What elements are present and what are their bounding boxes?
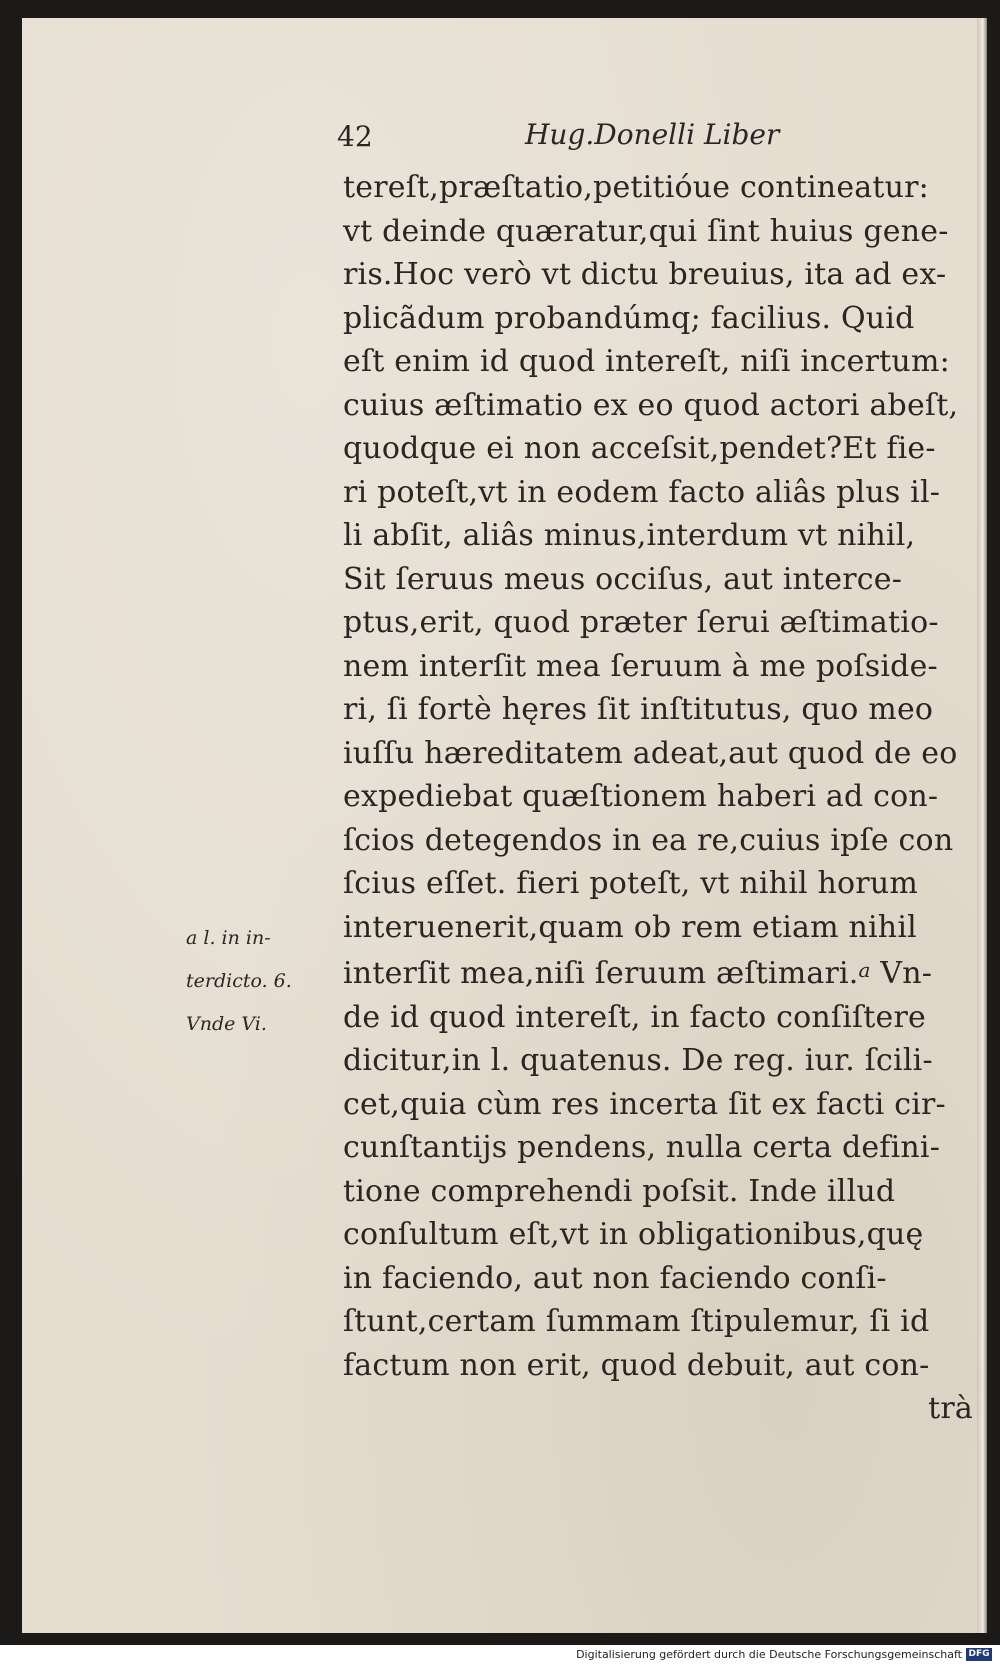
funding-credit: Digitalisierung gefördert durch die Deutsche Forschungsgemeinschaft	[576, 1648, 962, 1661]
text-line: factum non erit, quod debuit, aut con-	[343, 1347, 930, 1383]
text-line-with-note-ref	[343, 949, 983, 996]
text-line: li abſit, aliâs minus,interdum vt nihil,	[343, 518, 916, 553]
note-reference-marker: a	[858, 958, 871, 982]
dfg-logo: DFG	[966, 1648, 992, 1661]
text-line: tione comprehendi poſsit. Inde illud	[343, 1173, 896, 1209]
text-line: expediebat quæſtionem haberi ad con-	[343, 779, 939, 814]
page-header	[337, 118, 807, 158]
text-line: ri poteſt,vt in eodem facto aliâs plus il-	[343, 474, 941, 510]
running-head: Hug.Donelli Liber	[525, 118, 780, 151]
marginal-note-line: a l. in in-	[186, 927, 271, 949]
text-line: conſultum eſt,vt in obligationibus,quę	[343, 1217, 924, 1252]
text-segment: Vn-	[870, 956, 933, 991]
marginal-note	[186, 917, 346, 1046]
text-line: nem interſit mea ſeruum à me poſside-	[343, 648, 938, 684]
text-line: quodque ei non acceſsit,pendet?Et fie-	[343, 431, 936, 466]
text-line: ſtunt,certam ſummam ſtipulemur, ſi id	[343, 1304, 930, 1339]
footer-bar	[0, 1645, 1000, 1666]
text-line: tereſt,præſtatio,petitióue contineatur:	[343, 170, 929, 205]
marginal-note-line: terdicto. 6.	[186, 970, 292, 992]
text-line: ſcius eſſet. fieri poteſt, vt nihil horum	[343, 866, 919, 901]
text-segment: interſit mea,niſi ſeruum æſtimari.	[343, 956, 859, 991]
text-line: ris.Hoc verò vt dictu breuius, ita ad ex-	[343, 257, 947, 292]
text-line: vt deinde quæratur,qui ſint huius gene-	[343, 213, 949, 249]
text-line: cuius æſtimatio ex eo quod actori abeſt,	[343, 387, 959, 423]
text-line: iuſſu hæreditatem adeat,aut quod de eo	[343, 735, 958, 771]
text-line: ſcios detegendos in ea re,cuius ipſe con	[343, 822, 954, 858]
text-line: eſt enim id quod intereſt, niſi incertum:	[343, 344, 950, 379]
text-line: Sit ſeruus meus occiſus, aut interce-	[343, 561, 903, 597]
text-line: dicitur,in l. quatenus. De reg. iur. ſcili-	[343, 1043, 933, 1078]
marginal-note-line: Vnde Vi.	[186, 1013, 267, 1035]
catchword: trà	[928, 1391, 973, 1426]
page-number: 42	[337, 120, 373, 153]
text-line: de id quod intereſt, in facto conſiſtere	[343, 999, 926, 1035]
text-line: ptus,erit, quod præter ſerui æſtimatio-	[343, 605, 939, 640]
text-line: ri, ſi fortè hęres ſit inſtitutus, quo meo	[343, 692, 934, 727]
body-text	[343, 166, 983, 1431]
text-line: cet,quia cùm res incerta ſit ex facti cir-	[343, 1086, 946, 1122]
text-line: cunſtantijs pendens, nulla certa defini-	[343, 1130, 941, 1165]
text-line: interuenerit,quam ob rem etiam nihil	[343, 909, 917, 945]
text-line: plicãdum probandúmq; facilius. Quid	[343, 300, 915, 336]
text-line: in faciendo, aut non faciendo conſi-	[343, 1260, 887, 1296]
